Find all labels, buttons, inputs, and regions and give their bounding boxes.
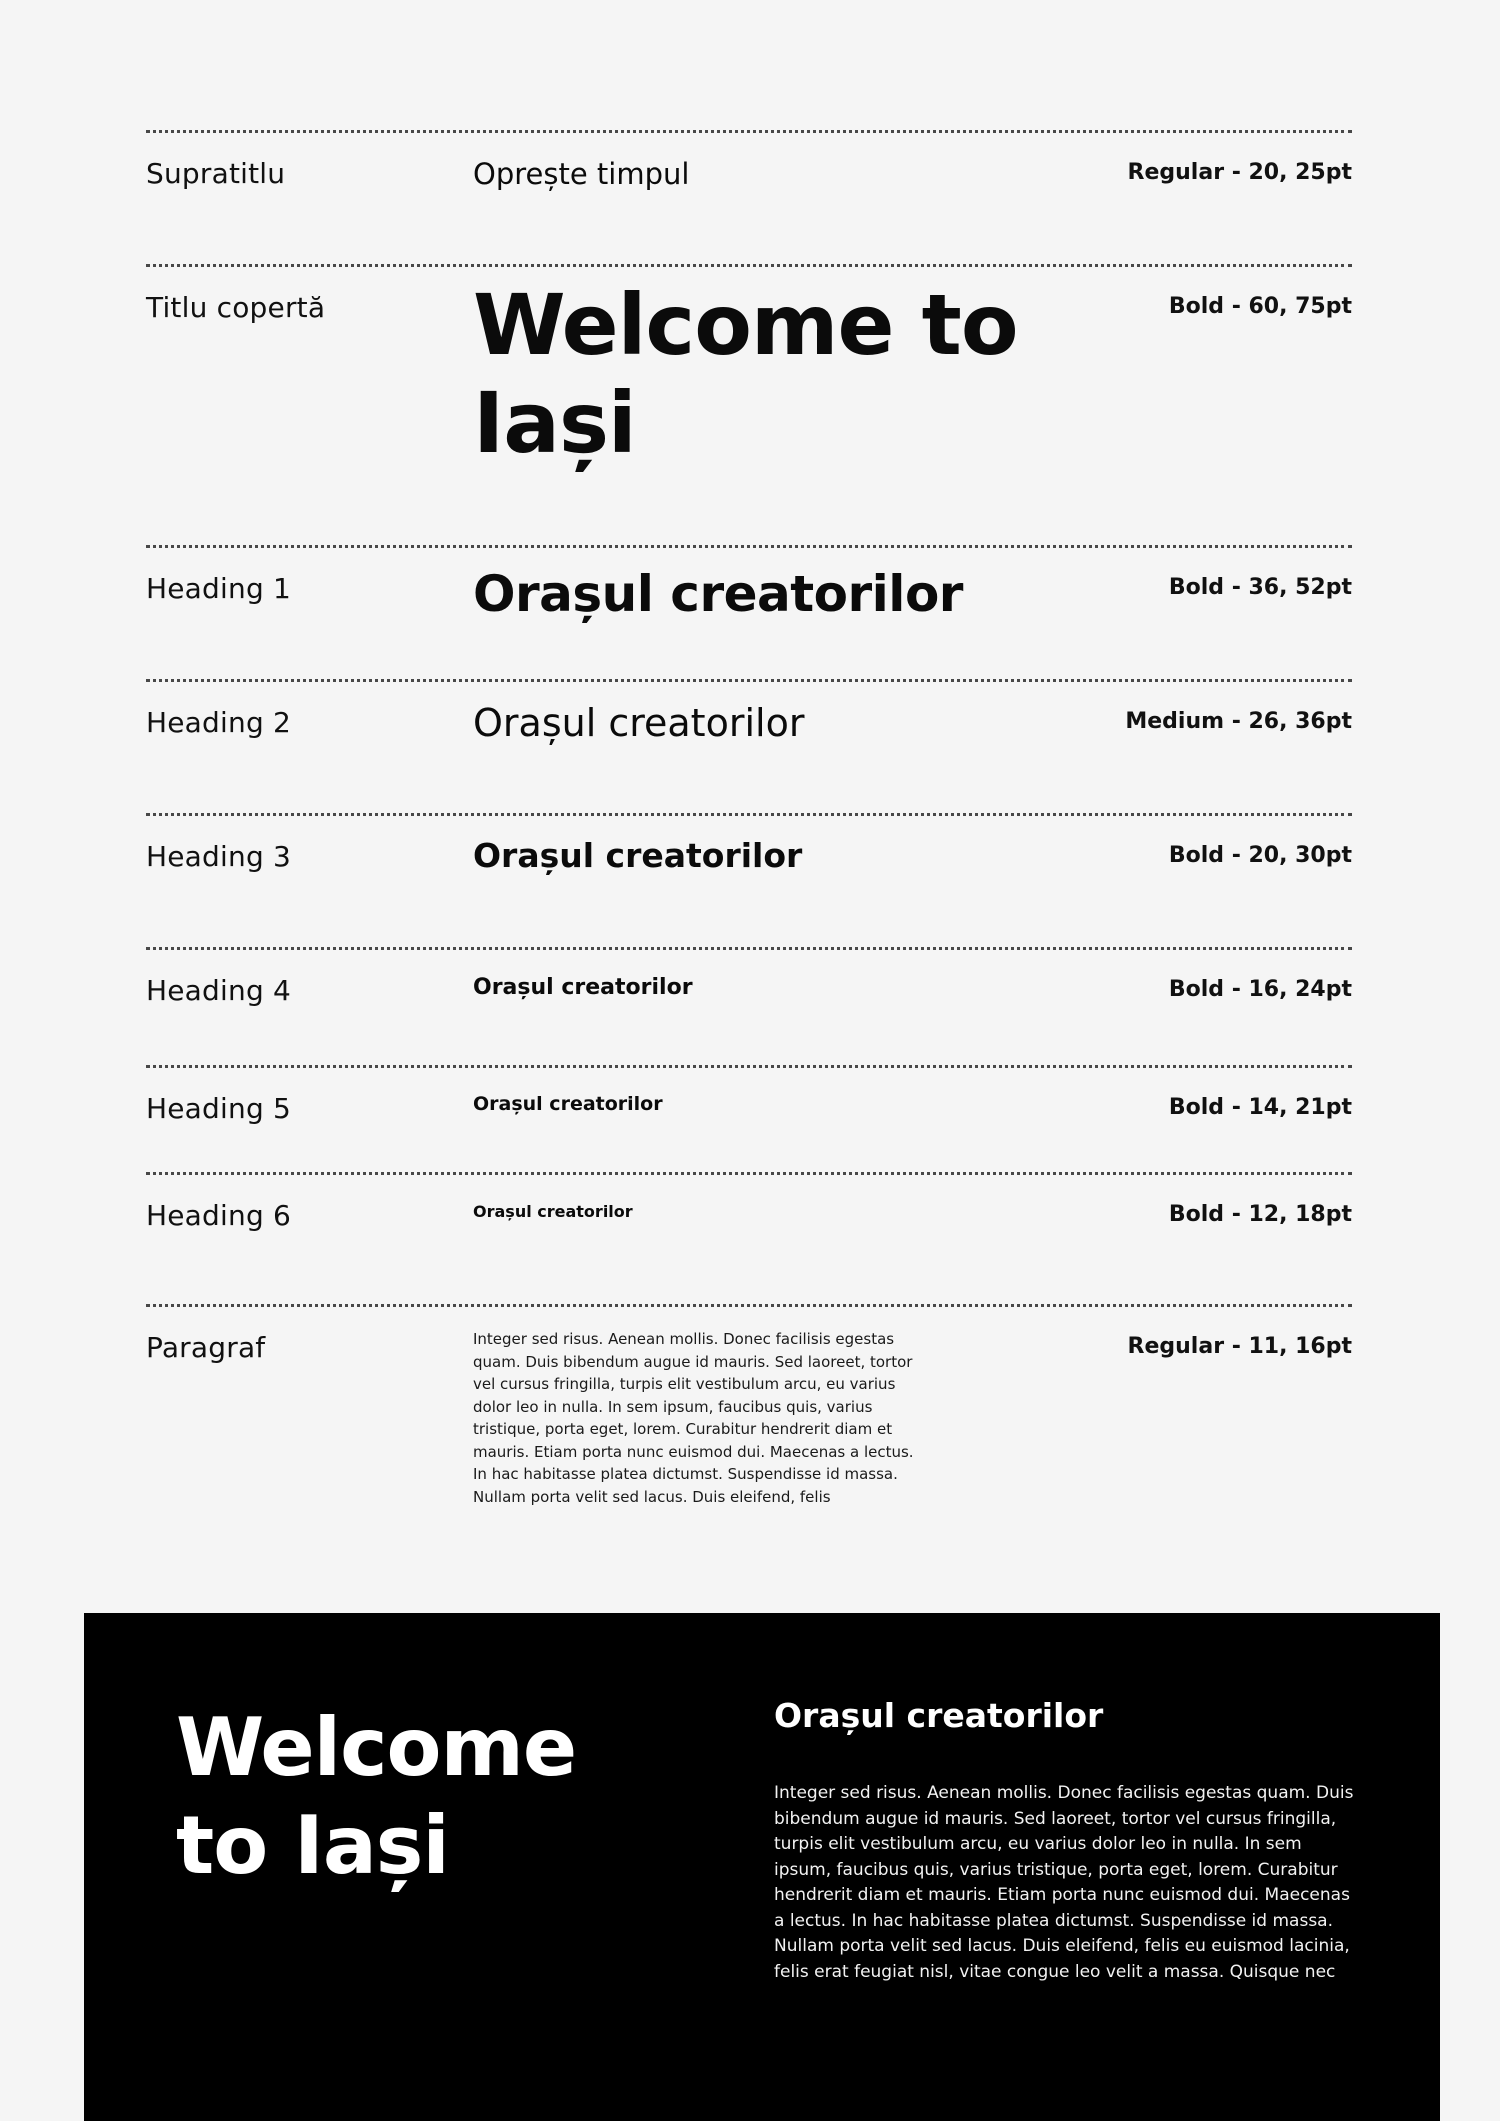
footer-body-text: Integer sed risus. Aenean mollis. Donec facilisis egestas quam. Duis bibendum augue id mauris. Sed laoreet, tortor vel cursus fringilla, turpis elit vestibulum arcu, eu varius dolor leo in nulla. In sem ipsum, faucibus quis, varius tristique, porta eget, lorem. Curabitur hendrerit diam et mauris. Etiam porta nunc euismod dui. Maecenas a lectus. In hac habitasse platea dictumst. Suspendisse id massa. Nullam porta velit sed lacus. Duis eleifend, felis eu euismod lacinia, felis erat feugiat nisl, vitae congue leo velit a massa. Quisque nec <box>774 1783 1354 1982</box>
style-spec: Bold - 16, 24pt <box>1168 977 1352 1002</box>
style-label: Heading 4 <box>146 974 292 1007</box>
style-sample: Orașul creatorilor <box>473 975 693 1000</box>
footer-heading: Orașul creatorilor <box>774 1696 1104 1735</box>
type-row-titlu-coperta <box>146 264 1352 545</box>
style-label: Paragraf <box>146 1331 266 1364</box>
type-row-supratitlu <box>146 130 1352 264</box>
style-sample: Orașul creatorilor <box>473 836 803 875</box>
footer-title: Welcome to Iași <box>176 1701 577 1892</box>
type-row-heading-6 <box>146 1172 1352 1304</box>
style-label: Heading 2 <box>146 706 292 739</box>
style-spec: Bold - 20, 30pt <box>1168 843 1352 868</box>
type-row-heading-5 <box>146 1065 1352 1172</box>
style-spec: Bold - 12, 18pt <box>1168 1202 1352 1227</box>
style-spec: Medium - 26, 36pt <box>1125 709 1352 734</box>
style-label: Heading 6 <box>146 1199 292 1232</box>
type-row-heading-4 <box>146 947 1352 1065</box>
style-sample: Integer sed risus. Aenean mollis. Donec facilisis egestas quam. Duis bibendum augue id mauris. Sed laoreet, tortor vel cursus fringilla, turpis elit vestibulum arcu, eu varius dolor leo in nulla. In sem ipsum, faucibus quis, varius tristique, porta eget, lorem. Curabitur hendrerit diam et mauris. Etiam porta nunc euismod dui. Maecenas a lectus. In hac habitasse platea dictumst. Suspendisse id massa. Nullam porta velit sed lacus. Duis eleifend, felis <box>473 1330 914 1506</box>
type-row-heading-2 <box>146 679 1352 813</box>
style-label: Heading 3 <box>146 840 292 873</box>
type-row-paragraf <box>146 1304 1352 1554</box>
style-spec: Bold - 60, 75pt <box>1168 294 1352 319</box>
style-sample: Orașul creatorilor <box>473 565 963 623</box>
style-sample: Orașul creatorilor <box>473 1202 633 1221</box>
style-spec: Regular - 20, 25pt <box>1127 160 1352 185</box>
style-spec: Regular - 11, 16pt <box>1127 1334 1352 1359</box>
footer-preview-panel <box>84 1613 1440 2121</box>
style-sample: Welcome to Iași <box>473 276 1018 472</box>
style-sample: Orașul creatorilor <box>473 701 805 745</box>
style-label: Titlu copertă <box>146 291 326 324</box>
type-row-heading-3 <box>146 813 1352 947</box>
style-sample: Orașul creatorilor <box>473 1093 663 1115</box>
style-spec: Bold - 14, 21pt <box>1168 1095 1352 1120</box>
style-label: Heading 5 <box>146 1092 292 1125</box>
style-spec: Bold - 36, 52pt <box>1168 575 1352 600</box>
style-label: Heading 1 <box>146 572 292 605</box>
style-sample: Oprește timpul <box>473 157 690 191</box>
type-row-heading-1 <box>146 545 1352 679</box>
style-label: Supratitlu <box>146 157 286 190</box>
